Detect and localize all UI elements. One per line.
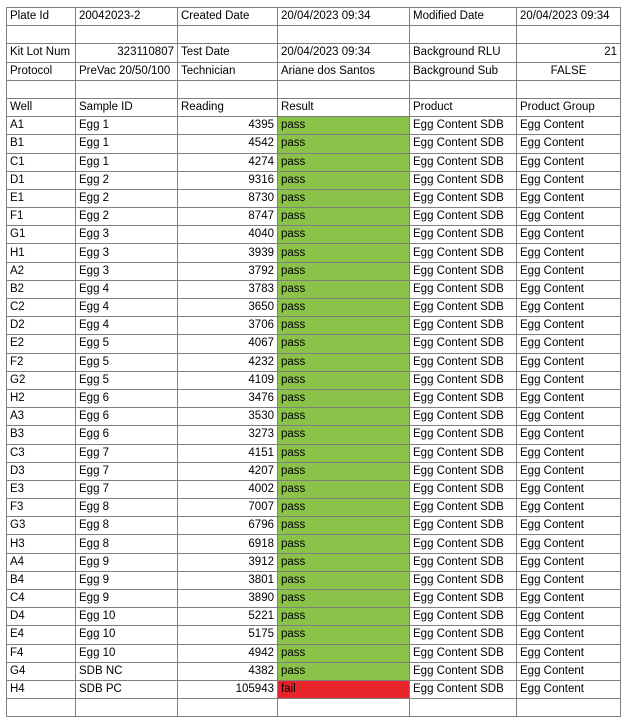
product-cell[interactable]: Egg Content SDB (410, 135, 517, 153)
sample-id-cell[interactable]: Egg 8 (76, 499, 178, 517)
table-row (7, 462, 621, 480)
sample-id-cell[interactable]: Egg 9 (76, 590, 178, 608)
product-group-cell[interactable]: Egg Content (517, 117, 621, 135)
product-group-cell[interactable]: Egg Content (517, 408, 621, 426)
well-cell[interactable]: C3 (7, 444, 76, 462)
reading-cell[interactable]: 7007 (178, 499, 278, 517)
modified-date-label[interactable]: Modified Date (410, 8, 517, 26)
product-cell[interactable]: Egg Content SDB (410, 499, 517, 517)
reading-cell[interactable]: 4207 (178, 462, 278, 480)
product-group-cell[interactable]: Egg Content (517, 280, 621, 298)
background-sub-label[interactable]: Background Sub (410, 62, 517, 80)
result-cell[interactable]: pass (278, 299, 410, 317)
product-group-cell[interactable]: Egg Content (517, 517, 621, 535)
result-cell[interactable]: pass (278, 644, 410, 662)
product-group-cell[interactable]: Egg Content (517, 189, 621, 207)
product-group-cell[interactable]: Egg Content (517, 353, 621, 371)
technician-value[interactable]: Ariane dos Santos (278, 62, 410, 80)
table-row (7, 189, 621, 207)
empty-cell[interactable] (7, 80, 76, 98)
product-cell[interactable]: Egg Content SDB (410, 462, 517, 480)
well-cell[interactable]: E4 (7, 626, 76, 644)
product-cell[interactable]: Egg Content SDB (410, 389, 517, 407)
sample-id-cell[interactable]: Egg 10 (76, 608, 178, 626)
kit-lot-label[interactable]: Kit Lot Num (7, 44, 76, 62)
technician-label[interactable]: Technician (178, 62, 278, 80)
reading-cell[interactable]: 8747 (178, 208, 278, 226)
product-group-cell[interactable]: Egg Content (517, 371, 621, 389)
empty-cell[interactable] (278, 80, 410, 98)
product-cell[interactable]: Egg Content SDB (410, 244, 517, 262)
reading-cell[interactable]: 4542 (178, 135, 278, 153)
well-cell[interactable]: H2 (7, 389, 76, 407)
empty-cell[interactable] (278, 699, 410, 717)
table-row (7, 426, 621, 444)
product-group-cell[interactable]: Egg Content (517, 262, 621, 280)
col-header-sample-id[interactable]: Sample ID (76, 98, 178, 116)
reading-cell[interactable]: 5221 (178, 608, 278, 626)
result-cell[interactable]: pass (278, 153, 410, 171)
table-row (7, 535, 621, 553)
reading-cell[interactable]: 3476 (178, 389, 278, 407)
product-cell[interactable]: Egg Content SDB (410, 626, 517, 644)
sample-id-cell[interactable]: Egg 10 (76, 644, 178, 662)
col-header-well[interactable]: Well (7, 98, 76, 116)
sample-id-cell[interactable]: SDB PC (76, 680, 178, 698)
result-cell[interactable]: pass (278, 317, 410, 335)
product-group-cell[interactable]: Egg Content (517, 553, 621, 571)
product-group-cell[interactable]: Egg Content (517, 299, 621, 317)
result-cell[interactable]: pass (278, 226, 410, 244)
background-rlu-value[interactable]: 21 (517, 44, 621, 62)
result-cell[interactable]: pass (278, 590, 410, 608)
reading-cell[interactable]: 6918 (178, 535, 278, 553)
product-cell[interactable]: Egg Content SDB (410, 408, 517, 426)
reading-cell[interactable]: 8730 (178, 189, 278, 207)
well-cell[interactable]: H4 (7, 680, 76, 698)
created-date-value[interactable]: 20/04/2023 09:34 (278, 8, 410, 26)
result-cell[interactable]: pass (278, 280, 410, 298)
product-group-cell[interactable]: Egg Content (517, 480, 621, 498)
product-cell[interactable]: Egg Content SDB (410, 189, 517, 207)
table-row (7, 662, 621, 680)
table-row (7, 480, 621, 498)
plate-id-label[interactable]: Plate Id (7, 8, 76, 26)
well-cell[interactable]: A4 (7, 553, 76, 571)
sample-id-cell[interactable]: Egg 5 (76, 371, 178, 389)
result-cell[interactable]: fail (278, 680, 410, 698)
well-cell[interactable]: B4 (7, 571, 76, 589)
modified-date-value[interactable]: 20/04/2023 09:34 (517, 8, 621, 26)
test-date-label[interactable]: Test Date (178, 44, 278, 62)
header-row-plate (7, 8, 621, 26)
well-cell[interactable]: B3 (7, 426, 76, 444)
product-group-cell[interactable]: Egg Content (517, 335, 621, 353)
table-row (7, 226, 621, 244)
product-group-cell[interactable]: Egg Content (517, 171, 621, 189)
table-row (7, 117, 621, 135)
product-cell[interactable]: Egg Content SDB (410, 662, 517, 680)
product-group-cell[interactable]: Egg Content (517, 317, 621, 335)
product-cell[interactable]: Egg Content SDB (410, 208, 517, 226)
sample-id-cell[interactable]: Egg 6 (76, 426, 178, 444)
product-group-cell[interactable]: Egg Content (517, 590, 621, 608)
table-row (7, 571, 621, 589)
table-row (7, 389, 621, 407)
protocol-value[interactable]: PreVac 20/50/100 (76, 62, 178, 80)
well-cell[interactable]: C2 (7, 299, 76, 317)
reading-cell[interactable]: 4382 (178, 662, 278, 680)
table-row (7, 353, 621, 371)
product-cell[interactable]: Egg Content SDB (410, 317, 517, 335)
product-cell[interactable]: Egg Content SDB (410, 571, 517, 589)
empty-cell[interactable] (517, 80, 621, 98)
table-row (7, 208, 621, 226)
table-row (7, 553, 621, 571)
reading-cell[interactable]: 4109 (178, 371, 278, 389)
sample-id-cell[interactable]: Egg 5 (76, 353, 178, 371)
blank-row (7, 26, 621, 44)
result-cell[interactable]: pass (278, 389, 410, 407)
result-cell[interactable]: pass (278, 517, 410, 535)
product-group-cell[interactable]: Egg Content (517, 462, 621, 480)
product-group-cell[interactable]: Egg Content (517, 135, 621, 153)
result-cell[interactable]: pass (278, 499, 410, 517)
product-group-cell[interactable]: Egg Content (517, 444, 621, 462)
empty-cell[interactable] (410, 26, 517, 44)
sample-id-cell[interactable]: Egg 3 (76, 262, 178, 280)
table-row (7, 171, 621, 189)
empty-cell[interactable] (517, 26, 621, 44)
reading-cell[interactable]: 4002 (178, 480, 278, 498)
result-cell[interactable]: pass (278, 135, 410, 153)
sheet-body (7, 8, 621, 117)
sample-id-cell[interactable]: Egg 2 (76, 208, 178, 226)
sample-id-cell[interactable]: Egg 6 (76, 408, 178, 426)
kit-lot-value[interactable]: 323110807 (76, 44, 178, 62)
well-cell[interactable]: H3 (7, 535, 76, 553)
reading-cell[interactable]: 5175 (178, 626, 278, 644)
col-header-result[interactable]: Result (278, 98, 410, 116)
protocol-label[interactable]: Protocol (7, 62, 76, 80)
result-cell[interactable]: pass (278, 171, 410, 189)
col-header-product-group[interactable]: Product Group (517, 98, 621, 116)
sheet-footer (7, 699, 621, 717)
reading-cell[interactable]: 3939 (178, 244, 278, 262)
empty-cell[interactable] (178, 80, 278, 98)
well-cell[interactable]: F3 (7, 499, 76, 517)
product-group-cell[interactable]: Egg Content (517, 226, 621, 244)
product-cell[interactable]: Egg Content SDB (410, 517, 517, 535)
product-cell[interactable]: Egg Content SDB (410, 353, 517, 371)
empty-cell[interactable] (410, 80, 517, 98)
table-row (7, 262, 621, 280)
product-group-cell[interactable]: Egg Content (517, 499, 621, 517)
product-cell[interactable]: Egg Content SDB (410, 226, 517, 244)
table-row (7, 299, 621, 317)
result-cell[interactable]: pass (278, 408, 410, 426)
sample-id-cell[interactable]: Egg 8 (76, 535, 178, 553)
sample-id-cell[interactable]: Egg 4 (76, 299, 178, 317)
result-cell[interactable]: pass (278, 426, 410, 444)
reading-cell[interactable]: 3273 (178, 426, 278, 444)
result-cell[interactable]: pass (278, 262, 410, 280)
table-row (7, 517, 621, 535)
result-cell[interactable]: pass (278, 535, 410, 553)
plate-id-value[interactable]: 20042023-2 (76, 8, 178, 26)
table-row (7, 626, 621, 644)
product-group-cell[interactable]: Egg Content (517, 662, 621, 680)
sample-id-cell[interactable]: Egg 9 (76, 571, 178, 589)
empty-cell[interactable] (178, 699, 278, 717)
reading-cell[interactable]: 105943 (178, 680, 278, 698)
result-cell[interactable]: pass (278, 480, 410, 498)
well-cell[interactable]: C1 (7, 153, 76, 171)
sample-id-cell[interactable]: Egg 5 (76, 335, 178, 353)
reading-cell[interactable]: 4232 (178, 353, 278, 371)
result-cell[interactable]: pass (278, 444, 410, 462)
sample-id-cell[interactable]: SDB NC (76, 662, 178, 680)
table-row (7, 135, 621, 153)
reading-cell[interactable]: 4942 (178, 644, 278, 662)
reading-cell[interactable]: 3530 (178, 408, 278, 426)
reading-cell[interactable]: 4151 (178, 444, 278, 462)
well-cell[interactable]: E1 (7, 189, 76, 207)
well-cell[interactable]: A3 (7, 408, 76, 426)
empty-cell[interactable] (76, 80, 178, 98)
sample-id-cell[interactable]: Egg 4 (76, 317, 178, 335)
table-row (7, 590, 621, 608)
well-cell[interactable]: G4 (7, 662, 76, 680)
table-row (7, 153, 621, 171)
well-cell[interactable]: D2 (7, 317, 76, 335)
product-cell[interactable]: Egg Content SDB (410, 644, 517, 662)
sample-id-cell[interactable]: Egg 7 (76, 480, 178, 498)
product-group-cell[interactable]: Egg Content (517, 153, 621, 171)
product-cell[interactable]: Egg Content SDB (410, 153, 517, 171)
well-cell[interactable]: G1 (7, 226, 76, 244)
product-cell[interactable]: Egg Content SDB (410, 590, 517, 608)
col-header-reading[interactable]: Reading (178, 98, 278, 116)
sample-id-cell[interactable]: Egg 1 (76, 117, 178, 135)
reading-cell[interactable]: 3792 (178, 262, 278, 280)
table-row (7, 280, 621, 298)
product-cell[interactable]: Egg Content SDB (410, 444, 517, 462)
product-cell[interactable]: Egg Content SDB (410, 553, 517, 571)
well-cell[interactable]: F1 (7, 208, 76, 226)
result-cell[interactable]: pass (278, 189, 410, 207)
header-row-kit (7, 44, 621, 62)
sample-id-cell[interactable]: Egg 2 (76, 189, 178, 207)
empty-cell[interactable] (517, 699, 621, 717)
result-cell[interactable]: pass (278, 608, 410, 626)
reading-cell[interactable]: 4274 (178, 153, 278, 171)
well-cell[interactable]: B2 (7, 280, 76, 298)
empty-cell[interactable] (76, 26, 178, 44)
well-cell[interactable]: G2 (7, 371, 76, 389)
product-group-cell[interactable]: Egg Content (517, 608, 621, 626)
sample-id-cell[interactable]: Egg 10 (76, 626, 178, 644)
blank-row (7, 699, 621, 717)
product-group-cell[interactable]: Egg Content (517, 426, 621, 444)
reading-cell[interactable]: 3783 (178, 280, 278, 298)
result-cell[interactable]: pass (278, 371, 410, 389)
reading-cell[interactable]: 4395 (178, 117, 278, 135)
background-sub-value[interactable]: FALSE (517, 62, 621, 80)
col-header-product[interactable]: Product (410, 98, 517, 116)
reading-cell[interactable]: 3706 (178, 317, 278, 335)
product-group-cell[interactable]: Egg Content (517, 389, 621, 407)
table-row (7, 317, 621, 335)
result-cell[interactable]: pass (278, 571, 410, 589)
product-cell[interactable]: Egg Content SDB (410, 680, 517, 698)
empty-cell[interactable] (278, 26, 410, 44)
column-header-row (7, 98, 621, 116)
table-row (7, 444, 621, 462)
result-cell[interactable]: pass (278, 353, 410, 371)
result-cell[interactable]: pass (278, 244, 410, 262)
result-cell[interactable]: pass (278, 662, 410, 680)
product-group-cell[interactable]: Egg Content (517, 644, 621, 662)
sample-id-cell[interactable]: Egg 7 (76, 444, 178, 462)
sample-id-cell[interactable]: Egg 2 (76, 171, 178, 189)
sample-id-cell[interactable]: Egg 8 (76, 517, 178, 535)
sample-id-cell[interactable]: Egg 6 (76, 389, 178, 407)
test-date-value[interactable]: 20/04/2023 09:34 (278, 44, 410, 62)
product-cell[interactable]: Egg Content SDB (410, 299, 517, 317)
reading-cell[interactable]: 3801 (178, 571, 278, 589)
well-cell[interactable]: E2 (7, 335, 76, 353)
product-group-cell[interactable]: Egg Content (517, 208, 621, 226)
well-cell[interactable]: D4 (7, 608, 76, 626)
well-cell[interactable]: H1 (7, 244, 76, 262)
well-cell[interactable]: F2 (7, 353, 76, 371)
result-cell[interactable]: pass (278, 208, 410, 226)
product-group-cell[interactable]: Egg Content (517, 535, 621, 553)
result-cell[interactable]: pass (278, 117, 410, 135)
product-cell[interactable]: Egg Content SDB (410, 426, 517, 444)
product-cell[interactable]: Egg Content SDB (410, 262, 517, 280)
result-cell[interactable]: pass (278, 335, 410, 353)
sample-id-cell[interactable]: Egg 1 (76, 135, 178, 153)
well-cell[interactable]: C4 (7, 590, 76, 608)
product-group-cell[interactable]: Egg Content (517, 244, 621, 262)
product-cell[interactable]: Egg Content SDB (410, 335, 517, 353)
table-row (7, 608, 621, 626)
empty-cell[interactable] (7, 26, 76, 44)
product-group-cell[interactable]: Egg Content (517, 680, 621, 698)
product-group-cell[interactable]: Egg Content (517, 626, 621, 644)
product-cell[interactable]: Egg Content SDB (410, 608, 517, 626)
product-cell[interactable]: Egg Content SDB (410, 371, 517, 389)
well-cell[interactable]: A2 (7, 262, 76, 280)
table-row (7, 335, 621, 353)
result-cell[interactable]: pass (278, 626, 410, 644)
reading-cell[interactable]: 9316 (178, 171, 278, 189)
reading-cell[interactable]: 6796 (178, 517, 278, 535)
product-group-cell[interactable]: Egg Content (517, 571, 621, 589)
table-row (7, 371, 621, 389)
reading-cell[interactable]: 4040 (178, 226, 278, 244)
table-row (7, 644, 621, 662)
blank-row (7, 80, 621, 98)
reading-cell[interactable]: 4067 (178, 335, 278, 353)
table-row (7, 408, 621, 426)
product-cell[interactable]: Egg Content SDB (410, 117, 517, 135)
empty-cell[interactable] (7, 699, 76, 717)
empty-cell[interactable] (410, 699, 517, 717)
result-cell[interactable]: pass (278, 462, 410, 480)
product-cell[interactable]: Egg Content SDB (410, 480, 517, 498)
well-cell[interactable]: F4 (7, 644, 76, 662)
well-cell[interactable]: G3 (7, 517, 76, 535)
reading-cell[interactable]: 3650 (178, 299, 278, 317)
reading-cell[interactable]: 3890 (178, 590, 278, 608)
sample-id-cell[interactable]: Egg 3 (76, 226, 178, 244)
reading-cell[interactable]: 3912 (178, 553, 278, 571)
table-row (7, 680, 621, 698)
sample-id-cell[interactable]: Egg 1 (76, 153, 178, 171)
background-rlu-label[interactable]: Background RLU (410, 44, 517, 62)
product-cell[interactable]: Egg Content SDB (410, 280, 517, 298)
created-date-label[interactable]: Created Date (178, 8, 278, 26)
product-cell[interactable]: Egg Content SDB (410, 535, 517, 553)
header-row-protocol (7, 62, 621, 80)
empty-cell[interactable] (178, 26, 278, 44)
sample-id-cell[interactable]: Egg 4 (76, 280, 178, 298)
sample-id-cell[interactable]: Egg 3 (76, 244, 178, 262)
sample-id-cell[interactable]: Egg 7 (76, 462, 178, 480)
well-cell[interactable]: A1 (7, 117, 76, 135)
empty-cell[interactable] (76, 699, 178, 717)
table-row (7, 499, 621, 517)
well-cell[interactable]: E3 (7, 480, 76, 498)
sample-id-cell[interactable]: Egg 9 (76, 553, 178, 571)
data-rows (7, 117, 621, 699)
well-cell[interactable]: D3 (7, 462, 76, 480)
result-cell[interactable]: pass (278, 553, 410, 571)
results-sheet (6, 7, 621, 717)
well-cell[interactable]: B1 (7, 135, 76, 153)
table-row (7, 244, 621, 262)
well-cell[interactable]: D1 (7, 171, 76, 189)
product-cell[interactable]: Egg Content SDB (410, 171, 517, 189)
